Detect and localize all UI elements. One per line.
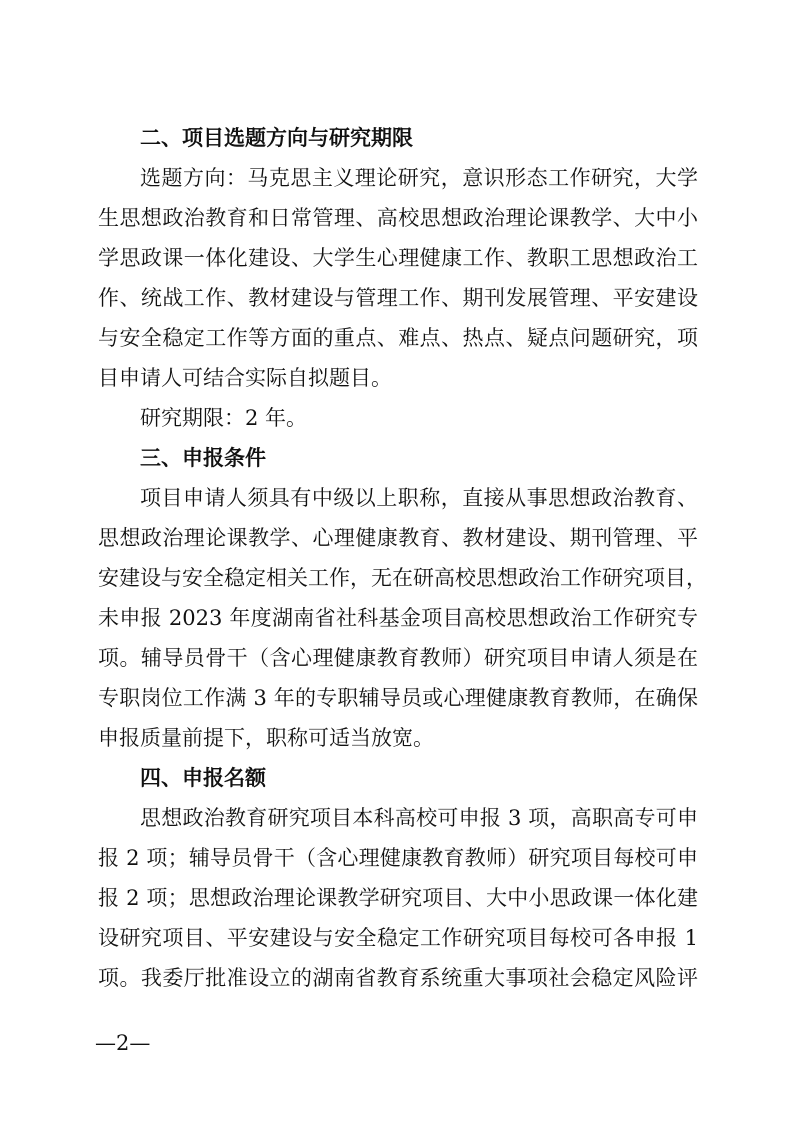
text-line: 作、统战工作、教材建设与管理工作、期刊发展管理、平安建设 [98,286,698,310]
text-line: 项。我委厅批准设立的湖南省教育系统重大事项社会稳定风险评 [98,966,698,990]
text-line: 生思想政治教育和日常管理、高校思想政治理论课教学、大中小 [98,206,698,230]
document-body [98,118,707,998]
text-line: 设研究项目、平安建设与安全稳定工作研究项目每校可各申报 1 [98,926,698,950]
section-heading-quota: 四、申报名额 [140,766,266,790]
text-line: 未申报 2023 年度湖南省社科基金项目高校思想政治工作研究专 [98,606,698,630]
text-line: 项目申请人须具有中级以上职称，直接从事思想政治教育、 [140,486,698,510]
section-heading-topics: 二、项目选题方向与研究期限 [140,126,413,150]
text-line: 专职岗位工作满 3 年的专职辅导员或心理健康教育教师，在确保 [98,686,698,710]
text-line: 申报质量前提下，职称可适当放宽。 [98,726,434,750]
paragraph-topic-direction [98,158,698,398]
text-line: 报 2 项；思想政治理论课教学研究项目、大中小思政课一体化建 [98,886,698,910]
paragraph-research-period [98,398,698,438]
text-line: 报 2 项；辅导员骨干（含心理健康教育教师）研究项目每校可申 [98,846,698,870]
text-line: 与安全稳定工作等方面的重点、难点、热点、疑点问题研究，项 [98,326,698,350]
text-line: 安建设与安全稳定相关工作，无在研高校思想政治工作研究项目， [98,566,707,590]
text-line: 项。辅导员骨干（含心理健康教育教师）研究项目申请人须是在 [98,646,698,670]
paragraph-quota [98,798,698,998]
text-line: 研究期限：2 年。 [140,406,308,430]
text-line: 选题方向：马克思主义理论研究，意识形态工作研究，大学 [140,166,698,190]
text-line: 目申请人可结合实际自拟题目。 [98,366,392,390]
paragraph-conditions [98,478,707,758]
page-number: —2— [95,1031,151,1055]
text-line: 思想政治教育研究项目本科高校可申报 3 项，高职高专可申 [140,806,698,830]
section-heading-conditions: 三、申报条件 [140,446,266,470]
text-line: 思想政治理论课教学、心理健康教育、教材建设、期刊管理、平 [98,526,698,550]
text-line: 学思政课一体化建设、大学生心理健康工作、教职工思想政治工 [98,246,698,270]
